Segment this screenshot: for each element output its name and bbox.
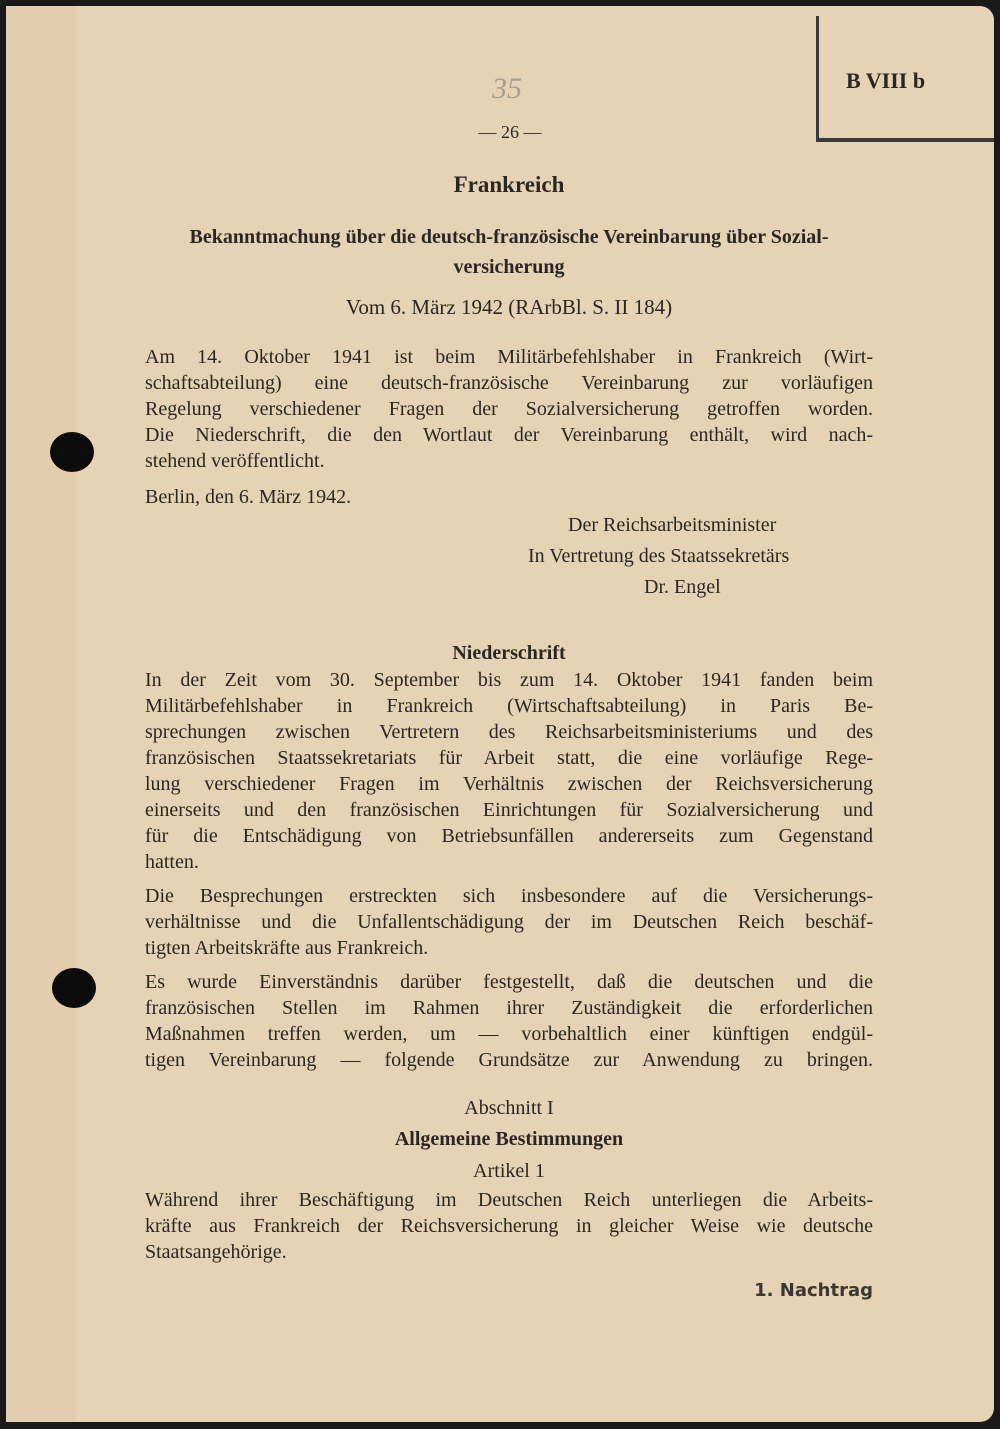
footer-supplement: 1. Nachtrag: [754, 1280, 873, 1301]
place-date: Berlin, den 6. März 1942.: [145, 486, 352, 508]
handwritten-number: 35: [492, 72, 522, 105]
intro-paragraph: Am 14. Oktober 1941 ist beim Militärbefehlshaber in Frankreich (Wirt- schaftsabteilung) eine deutsch-französische Vereinbarung zur vorläufigen Regelung verschiedener Fragen der Sozialversicherung getroffen worden. Die Niederschrift, die den Wortlaut der Vereinbarung enthält, wird nach- stehend veröffentlicht.: [145, 346, 873, 472]
punch-hole: [52, 968, 96, 1008]
section-box-border: [816, 138, 994, 142]
date-line: Vom 6. März 1942 (RArbBl. S. II 184): [345, 295, 673, 319]
artikel-heading: Artikel 1: [473, 1160, 545, 1182]
page-number: — 26 —: [478, 122, 542, 142]
paragraph-2: Die Besprechungen erstreckten sich insbesondere auf die Versicherungs- verhältnisse und die Unfallentschädigung der im Deutschen Reich beschäf- tigten Arbeitskräfte aus Frankreich.: [145, 885, 873, 959]
punch-hole: [50, 432, 94, 472]
section-box-border: [816, 16, 819, 142]
section-code: B VIII b: [846, 68, 926, 93]
subtitle: Bekanntmachung über die deutsch-französische Vereinbarung über Sozial- versicherung: [189, 226, 829, 278]
paragraph-1: In der Zeit vom 30. September bis zum 14. Oktober 1941 fanden beim Militärbefehlshaber in Frankreich (Wirtschaftsabteilung) in Paris Be- sprechungen zwischen Vertretern des Reichsarbeitsministeriums und des französischen Staatssekretariats für Arbeit statt, die eine vorläufige Rege- lung verschiedener Fragen im Verhältnis zwischen der Reichsversicherung einerseits und den französischen Einrichtungen für Sozialversicherung und für die Entschädigung von Betriebsunfällen andererseits zum Gegenstand hatten.: [145, 669, 873, 873]
artikel-1-text: Während ihrer Beschäftigung im Deutschen Reich unterliegen die Arbeits- kräfte aus Frankreich der Reichsversicherung in gleicher Weise wie deutsche Staatsangehörige.: [145, 1189, 873, 1263]
document-body: [145, 170, 873, 1303]
document-title: Frankreich: [453, 172, 565, 197]
signature-block: Der Reichsarbeitsminister In Vertretung des Staatssekretärs Dr. Engel: [528, 514, 790, 598]
paragraph-3: Es wurde Einverständnis darüber festgestellt, daß die deutschen und die französischen Stellen im Rahmen ihrer Zuständigkeit die erforderlichen Maßnahmen treffen werden, um — vorbehaltlich einer künftigen endgül- tigen Vereinbarung — folgende Grundsätze zur Anwendung zu bringen.: [145, 971, 873, 1071]
niederschrift-heading: Niederschrift: [452, 642, 566, 664]
abschnitt-heading: Abschnitt I: [464, 1097, 554, 1119]
abschnitt-title: Allgemeine Bestimmungen: [394, 1128, 624, 1150]
binding-margin: [6, 6, 76, 1422]
